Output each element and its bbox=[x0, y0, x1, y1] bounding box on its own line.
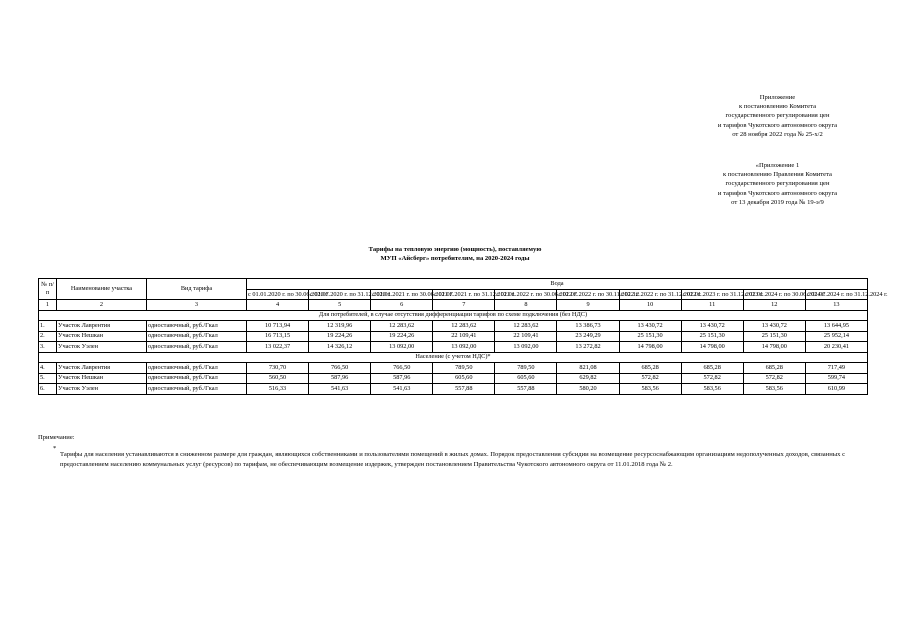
area-name: Участок Уэлен bbox=[57, 342, 147, 353]
area-name: Участок Лаврентия bbox=[57, 321, 147, 332]
tariff-value: 13 092,00 bbox=[495, 342, 557, 353]
tariff-value: 541,63 bbox=[309, 384, 371, 395]
row-number: 1. bbox=[39, 321, 57, 332]
column-number: 2 bbox=[57, 300, 147, 311]
header-row bbox=[39, 279, 868, 290]
period-header: с 01.07.2024 г. по 31.12.2024 г. bbox=[806, 290, 888, 298]
header-no: № п/п bbox=[39, 279, 57, 300]
tariff-value: 13 092,00 bbox=[433, 342, 495, 353]
row-number: 3. bbox=[39, 342, 57, 353]
tariff-value: 610,99 bbox=[805, 384, 867, 395]
column-number-row bbox=[39, 300, 868, 311]
tariff-value: 572,82 bbox=[681, 373, 743, 384]
row-number: 6. bbox=[39, 384, 57, 395]
column-number: 5 bbox=[309, 300, 371, 311]
tariff-value: 23 249,29 bbox=[557, 331, 619, 342]
tariff-value: 789,50 bbox=[495, 363, 557, 374]
note-star: * bbox=[53, 445, 57, 452]
tariff-type: одноставочный, руб./Гкал bbox=[147, 331, 247, 342]
area-name: Участок Лаврентия bbox=[57, 363, 147, 374]
tariff-value: 19 224,26 bbox=[309, 331, 371, 342]
section-label: Население (с учетом НДС)* bbox=[39, 352, 868, 363]
tariff-value: 14 798,00 bbox=[619, 342, 681, 353]
tariff-value: 560,50 bbox=[247, 373, 309, 384]
tariff-value: 16 713,15 bbox=[247, 331, 309, 342]
tariff-value: 541,63 bbox=[371, 384, 433, 395]
tariff-value: 580,20 bbox=[557, 384, 619, 395]
table-body bbox=[39, 310, 868, 394]
appendix-line: к постановлению Комитета bbox=[739, 103, 816, 111]
tariff-value: 12 283,62 bbox=[433, 321, 495, 332]
tariff-value: 12 283,62 bbox=[371, 321, 433, 332]
tariff-value: 22 109,41 bbox=[433, 331, 495, 342]
column-number: 1 bbox=[39, 300, 57, 311]
column-number: 8 bbox=[495, 300, 557, 311]
column-number: 4 bbox=[247, 300, 309, 311]
column-number: 7 bbox=[433, 300, 495, 311]
tariff-value: 25 151,30 bbox=[619, 331, 681, 342]
tariff-value: 685,28 bbox=[681, 363, 743, 374]
row-number: 2. bbox=[39, 331, 57, 342]
tariff-value: 605,60 bbox=[433, 373, 495, 384]
tariff-value: 557,88 bbox=[433, 384, 495, 395]
area-name: Участок Уэлен bbox=[57, 384, 147, 395]
tariff-value: 12 283,62 bbox=[495, 321, 557, 332]
tariff-value: 572,82 bbox=[619, 373, 681, 384]
tariff-value: 516,33 bbox=[247, 384, 309, 395]
appendix-ref-line: государственного регулирования цен bbox=[725, 180, 830, 188]
appendix-ref-line: к постановлению Правления Комитета bbox=[723, 171, 832, 179]
period-header: с 01.01.2020 г. по 30.06.2020 г. bbox=[248, 290, 329, 298]
document-title bbox=[255, 245, 655, 263]
tariff-value: 14 798,00 bbox=[743, 342, 805, 353]
tariff-type: одноставочный, руб./Гкал bbox=[147, 321, 247, 332]
tariff-value: 25 151,30 bbox=[681, 331, 743, 342]
tariff-value: 13 430,72 bbox=[743, 321, 805, 332]
tariff-value: 685,28 bbox=[619, 363, 681, 374]
appendix-ref-line: и тарифов Чукотского автономного округа bbox=[717, 189, 838, 197]
tariff-type: одноставочный, руб./Гкал bbox=[147, 342, 247, 353]
appendix-line: от 28 ноября 2022 года № 25-х/2 bbox=[732, 130, 823, 138]
period-header: с 01.07.2021 г. по 31.12.2021 г. bbox=[434, 290, 516, 298]
table-row bbox=[39, 331, 868, 342]
appendix-line: государственного регулирования цен bbox=[725, 112, 830, 120]
period-header: с 01.07.2022 г. по 30.11.2022 г. bbox=[558, 290, 639, 298]
section-label: Для потребителей, в случае отсутствия дифференциации тарифов по схеме подключения (без НДС) bbox=[39, 310, 868, 321]
table-row bbox=[39, 373, 868, 384]
header-area: Наименование участка bbox=[57, 279, 147, 300]
tariff-value: 583,56 bbox=[619, 384, 681, 395]
header-water: Вода bbox=[247, 279, 868, 290]
tariff-value: 685,28 bbox=[743, 363, 805, 374]
period-header: с 01.01.2023 г. по 31.12.2023 г. bbox=[682, 290, 764, 298]
tariff-value: 587,96 bbox=[371, 373, 433, 384]
tariff-value: 557,88 bbox=[495, 384, 557, 395]
tariff-value: 583,56 bbox=[681, 384, 743, 395]
note-text: Тарифы для населения устанавливаются в сниженном размере для граждан, являющихся собственниками и пользователями помещений в жилых домах. Порядок предоставления субсидии на возмещение ресурсоснабжающим организациям недополученных доходов, связанных с предоставлением населению коммунальных услуг (ресурсов) по тарифам, не обеспечивающим возмещение издержек, утвержден постановлением Правительства Чукотского автономного округа от 11.01.2018 года № 2. bbox=[60, 451, 846, 468]
tariff-value: 572,82 bbox=[743, 373, 805, 384]
tariff-value: 587,96 bbox=[309, 373, 371, 384]
column-number: 13 bbox=[805, 300, 867, 311]
tariff-value: 629,82 bbox=[557, 373, 619, 384]
note-heading: Примечание: bbox=[38, 434, 75, 441]
appendix-ref-line: от 13 декабря 2019 года № 19-э/9 bbox=[731, 198, 824, 206]
row-number: 4. bbox=[39, 363, 57, 374]
tariff-value: 14 326,12 bbox=[309, 342, 371, 353]
column-number: 12 bbox=[743, 300, 805, 311]
tariff-value: 13 430,72 bbox=[619, 321, 681, 332]
period-header: с 01.01.2021 г. по 30.06.2021 г. bbox=[372, 290, 453, 298]
column-number: 6 bbox=[371, 300, 433, 311]
tariff-value: 25 151,30 bbox=[743, 331, 805, 342]
section-row bbox=[39, 352, 868, 363]
table-row bbox=[39, 384, 868, 395]
table-row bbox=[39, 321, 868, 332]
tariff-value: 766,50 bbox=[309, 363, 371, 374]
appendix-line: и тарифов Чукотского автономного округа bbox=[717, 121, 838, 129]
tariff-value: 13 430,72 bbox=[681, 321, 743, 332]
tariff-value: 789,50 bbox=[433, 363, 495, 374]
tariff-value: 599,74 bbox=[805, 373, 867, 384]
row-number: 5. bbox=[39, 373, 57, 384]
column-number: 3 bbox=[147, 300, 247, 311]
tariff-value: 583,56 bbox=[743, 384, 805, 395]
title-line-1: Тарифы на тепловую энергию (мощность), поставляемую bbox=[368, 246, 542, 253]
tariff-value: 14 798,00 bbox=[681, 342, 743, 353]
tariff-type: одноставочный, руб./Гкал bbox=[147, 384, 247, 395]
tariff-value: 22 109,41 bbox=[495, 331, 557, 342]
tariff-type: одноставочный, руб./Гкал bbox=[147, 373, 247, 384]
appendix-ref-line: «Приложение 1 bbox=[755, 162, 800, 169]
period-header: с 01.01.2022 г. по 30.06.2022 г. bbox=[496, 290, 578, 298]
column-number: 9 bbox=[557, 300, 619, 311]
tariff-value: 766,50 bbox=[371, 363, 433, 374]
tariff-value: 13 092,00 bbox=[371, 342, 433, 353]
tariff-value: 19 224,26 bbox=[371, 331, 433, 342]
tariff-value: 730,70 bbox=[247, 363, 309, 374]
period-header: с 01.07.2020 г. по 31.12.2020 г. bbox=[310, 290, 391, 298]
tariff-value: 25 952,14 bbox=[805, 331, 867, 342]
column-number: 11 bbox=[681, 300, 743, 311]
period-header: с 01.01.2024 г. по 30.06.2024 г. bbox=[744, 290, 826, 298]
tariff-value: 13 644,95 bbox=[805, 321, 867, 332]
area-name: Участок Нешкан bbox=[57, 331, 147, 342]
column-number: 10 bbox=[619, 300, 681, 311]
header-tariff-type: Вид тарифа bbox=[147, 279, 247, 300]
tariff-value: 10 713,94 bbox=[247, 321, 309, 332]
tariff-value: 12 319,96 bbox=[309, 321, 371, 332]
tariff-value: 20 230,41 bbox=[805, 342, 867, 353]
table-row bbox=[39, 342, 868, 353]
tariff-value: 605,60 bbox=[495, 373, 557, 384]
tariff-value: 821,08 bbox=[557, 363, 619, 374]
tariff-value: 717,49 bbox=[805, 363, 867, 374]
area-name: Участок Нешкан bbox=[57, 373, 147, 384]
tariff-value: 13 386,73 bbox=[557, 321, 619, 332]
tariff-type: одноставочный, руб./Гкал bbox=[147, 363, 247, 374]
tariff-value: 13 022,37 bbox=[247, 342, 309, 353]
appendix-block bbox=[690, 93, 865, 139]
table-row bbox=[39, 363, 868, 374]
title-line-2: МУП «Айсберг» потребителям, на 2020-2024 годы bbox=[380, 255, 530, 263]
appendix-ref-block bbox=[690, 161, 865, 207]
appendix-line: Приложение bbox=[759, 94, 796, 101]
tariff-table bbox=[38, 278, 888, 395]
tariff-value: 13 272,82 bbox=[557, 342, 619, 353]
period-header: с 01.12.2022 г. по 31.12.2022 г. bbox=[620, 290, 702, 298]
section-row bbox=[39, 310, 868, 321]
